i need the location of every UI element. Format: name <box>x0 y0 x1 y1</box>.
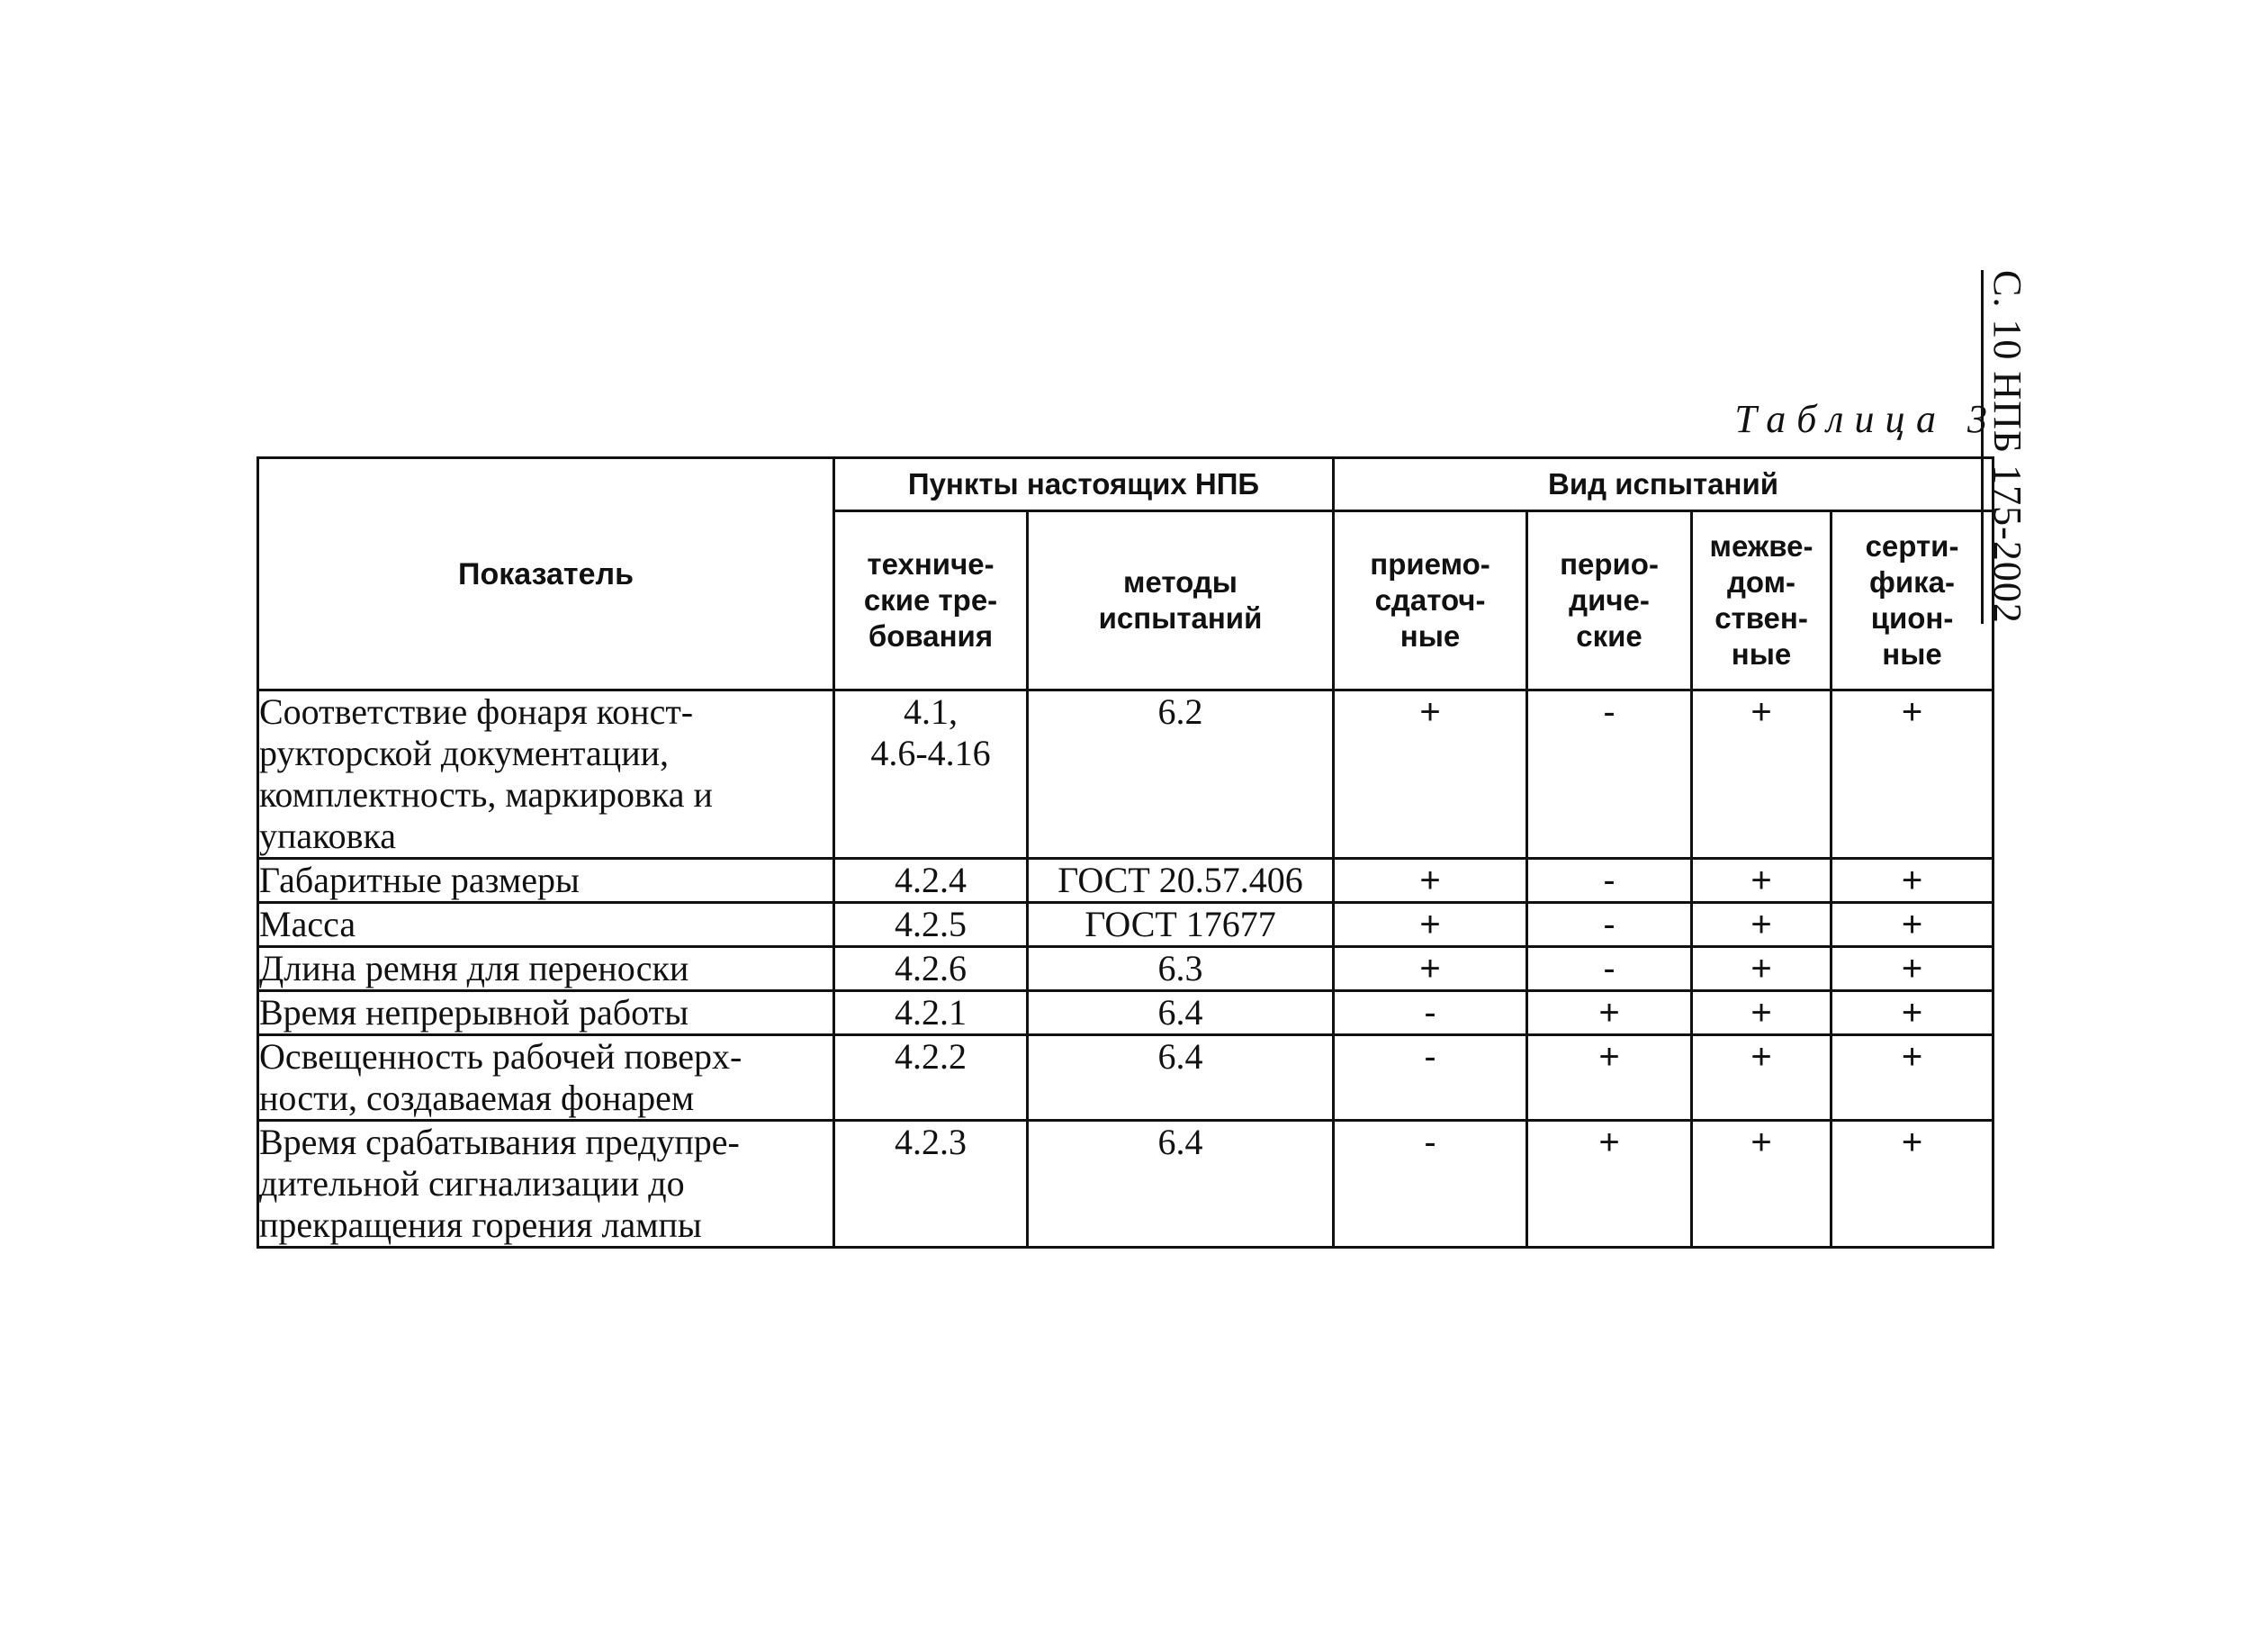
row-tech-requirement-clause: 4.2.6 <box>834 947 1028 991</box>
row-periodic-mark: - <box>1527 947 1692 991</box>
header-certification-tests: серти- фика- цион- ные <box>1832 511 1994 690</box>
row-interdepartmental-mark: + <box>1692 1121 1832 1248</box>
row-tech-requirement-clause: 4.2.1 <box>834 991 1028 1035</box>
table-row <box>258 903 1994 947</box>
row-periodic-mark: + <box>1527 991 1692 1035</box>
header-periodic-tests: перио- диче- ские <box>1527 511 1692 690</box>
row-test-method: 6.4 <box>1028 991 1334 1035</box>
table-caption: Таблица 3 <box>1734 397 1998 441</box>
row-indicator: Габаритные размеры <box>258 859 834 903</box>
header-acceptance-tests: приемо- сдаточ- ные <box>1334 511 1527 690</box>
row-test-method: ГОСТ 17677 <box>1028 903 1334 947</box>
row-interdepartmental-mark: + <box>1692 690 1832 859</box>
page-side-header: С. 10 НПБ 175-2002 <box>1981 270 2027 624</box>
row-test-method: ГОСТ 20.57.406 <box>1028 859 1334 903</box>
test-types-table <box>256 456 1994 1249</box>
row-certification-mark: + <box>1832 947 1994 991</box>
row-acceptance-mark: + <box>1334 903 1527 947</box>
row-acceptance-mark: + <box>1334 947 1527 991</box>
row-periodic-mark: + <box>1527 1121 1692 1248</box>
row-interdepartmental-mark: + <box>1692 903 1832 947</box>
table-row <box>258 690 1994 859</box>
row-certification-mark: + <box>1832 903 1994 947</box>
table-row <box>258 1121 1994 1248</box>
row-indicator: Освещенность рабочей поверх- ности, создаваемая фонарем <box>258 1035 834 1121</box>
row-indicator: Длина ремня для переноски <box>258 947 834 991</box>
row-tech-requirement-clause: 4.2.2 <box>834 1035 1028 1121</box>
row-periodic-mark: + <box>1527 1035 1692 1121</box>
row-tech-requirement-clause: 4.2.4 <box>834 859 1028 903</box>
row-periodic-mark: - <box>1527 690 1692 859</box>
row-acceptance-mark: - <box>1334 1035 1527 1121</box>
row-indicator: Масса <box>258 903 834 947</box>
header-test-methods: методы испытаний <box>1028 511 1334 690</box>
row-indicator: Соответствие фонаря конст- рукторской документации, комплектность, маркировка и упаковка <box>258 690 834 859</box>
row-test-method: 6.3 <box>1028 947 1334 991</box>
table-row <box>258 991 1994 1035</box>
row-certification-mark: + <box>1832 991 1994 1035</box>
row-acceptance-mark: - <box>1334 991 1527 1035</box>
row-interdepartmental-mark: + <box>1692 1035 1832 1121</box>
header-interdepartmental-tests: межве- дом- ствен- ные <box>1692 511 1832 690</box>
header-tech-requirements: техниче- ские тре- бования <box>834 511 1028 690</box>
row-indicator: Время непрерывной работы <box>258 991 834 1035</box>
row-acceptance-mark: + <box>1334 690 1527 859</box>
row-test-method: 6.4 <box>1028 1121 1334 1248</box>
row-tech-requirement-clause: 4.2.3 <box>834 1121 1028 1248</box>
row-tech-requirement-clause: 4.1, 4.6-4.16 <box>834 690 1028 859</box>
row-interdepartmental-mark: + <box>1692 859 1832 903</box>
row-certification-mark: + <box>1832 1121 1994 1248</box>
row-test-method: 6.2 <box>1028 690 1334 859</box>
row-interdepartmental-mark: + <box>1692 991 1832 1035</box>
table-row <box>258 1035 1994 1121</box>
header-indicator: Показатель <box>258 458 834 690</box>
header-group-test-types: Вид испытаний <box>1334 458 1994 511</box>
table-row <box>258 947 1994 991</box>
row-periodic-mark: - <box>1527 903 1692 947</box>
row-certification-mark: + <box>1832 859 1994 903</box>
table-row <box>258 859 1994 903</box>
row-indicator: Время срабатывания предупре- дительной сигнализации до прекращения горения лампы <box>258 1121 834 1248</box>
header-group-clauses: Пункты настоящих НПБ <box>834 458 1334 511</box>
row-acceptance-mark: - <box>1334 1121 1527 1248</box>
row-interdepartmental-mark: + <box>1692 947 1832 991</box>
row-periodic-mark: - <box>1527 859 1692 903</box>
row-certification-mark: + <box>1832 1035 1994 1121</box>
row-acceptance-mark: + <box>1334 859 1527 903</box>
row-certification-mark: + <box>1832 690 1994 859</box>
row-tech-requirement-clause: 4.2.5 <box>834 903 1028 947</box>
row-test-method: 6.4 <box>1028 1035 1334 1121</box>
